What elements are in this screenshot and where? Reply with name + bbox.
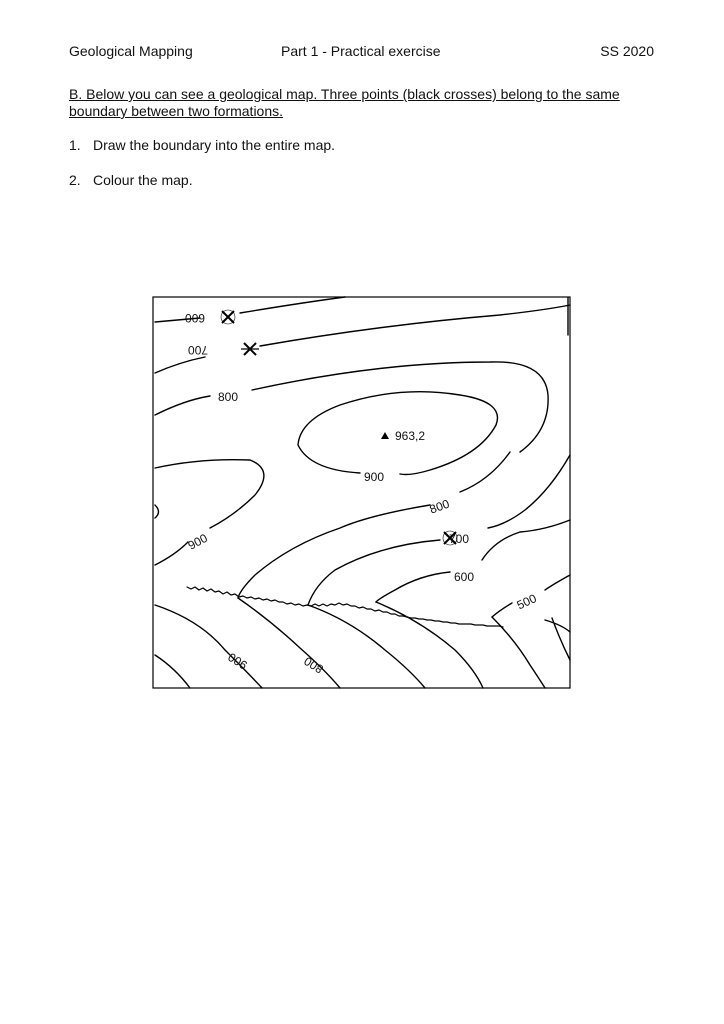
summit-triangle-icon [381,432,389,439]
contour-label-800-lower: 800 [301,653,326,677]
contour-600-right [376,520,570,602]
boundary-points [221,310,457,545]
task-intro: B. Below you can see a geological map. Three points (black crosses) belong to the same boundary between two formations. [69,86,620,119]
contour-lower-5 [376,602,483,688]
contour-lower-1 [155,605,262,688]
contour-lower-6 [492,617,545,688]
contour-700-left [155,357,205,373]
header-part: Part 1 - Practical exercise [281,43,441,59]
contour-label-900-left: 900 [185,530,210,553]
contour-label-600-right: 600 [454,570,475,584]
boundary-cross-2 [241,343,259,355]
fault-line [187,587,503,627]
task-item-number: 2. [69,172,81,188]
contour-label-600-left: 600 [184,311,205,325]
contour-700-right-lower [308,455,570,605]
header-term: SS 2020 [600,43,654,59]
contour-label-500-right: 500 [514,591,539,613]
contour-label-700-left: 700 [187,343,208,357]
contour-label-900-summit: 900 [364,470,385,484]
contour-left-notch [155,505,159,518]
contour-lower-8 [552,618,570,660]
task-item-text: Draw the boundary into the entire map. [93,137,336,153]
contour-label-900-lower: 900 [225,649,250,673]
summit-elevation-label: 963,2 [395,429,426,443]
contour-lower-7 [545,620,570,632]
contour-lower-2 [155,655,190,688]
contour-label-800-left: 800 [218,390,239,404]
contour-900-left [155,460,264,565]
contour-600-top [240,297,345,313]
map-frame [153,297,570,688]
header-course: Geological Mapping [69,43,193,59]
contour-label-700-right: 700 [449,532,470,546]
contour-800-outer [155,362,548,452]
task-item-number: 1. [69,137,81,153]
task-item-text: Colour the map. [93,172,193,188]
contour-label-800-right: 800 [427,496,452,517]
contour-700-right [260,305,570,346]
boundary-cross-1 [221,310,235,324]
